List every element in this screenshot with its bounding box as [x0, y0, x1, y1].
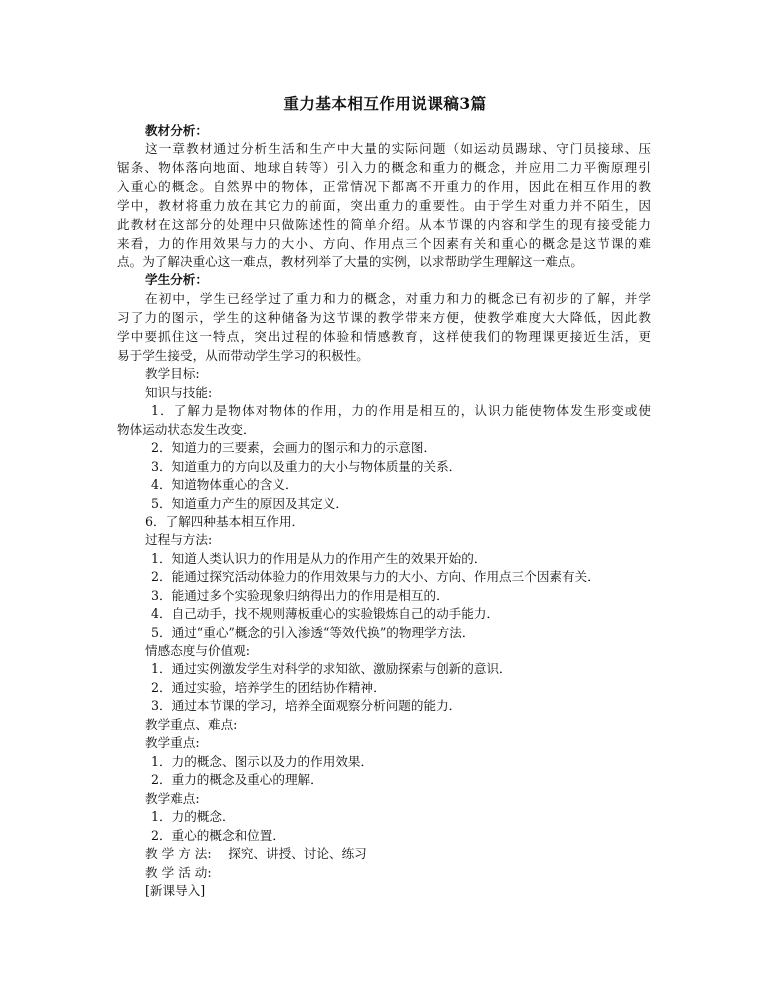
paragraph-line: 入重心的概念。自然界中的物体，正常情况下都离不开重力的作用，因此在相互作用的教	[117, 179, 651, 194]
subheading-teaching-focus: 教学重点:	[145, 735, 200, 750]
list-item: 1．力的概念．	[151, 809, 235, 824]
list-item: 2．通过实验，培养学生的团结协作精神．	[151, 680, 386, 695]
document-title: 重力基本相互作用说课稿3篇	[283, 94, 487, 113]
subheading-teaching-difficulty: 教学难点:	[145, 791, 200, 806]
paragraph-line: 此教材在这部分的处理中只做陈述性的简单介绍。从本节课的内容和学生的现有接受能力	[117, 217, 651, 232]
list-item: 3．通过本节课的学习，培养全面观察分析问题的能力．	[151, 698, 462, 713]
paragraph-line: 易于学生接受，从而带动学生学习的积极性。	[117, 348, 369, 363]
subheading-process-methods: 过程与方法:	[145, 532, 213, 547]
paragraph-line: 习了力的图示，学生的这种储备为这节课的教学带来方便，使教学难度大大降低，因此教	[117, 310, 651, 325]
list-item: 4．知道物体重心的含义．	[151, 477, 298, 492]
new-lesson-intro: [新课导入]	[145, 883, 206, 898]
teaching-activities-line: 教 学 活 动:	[145, 865, 212, 880]
paragraph-line: 学中要抓住这一特点，突出过程的体验和情感教育，这样使我们的物理课更接近生活，更	[117, 329, 651, 344]
teaching-methods-line: 教 学 方 法: 探究、讲授、讨论、练习	[145, 846, 367, 861]
subheading-attitude-values: 情感态度与价值观:	[145, 643, 250, 658]
list-item: 3．能通过多个实验现象归纳得出力的作用是相互的．	[151, 588, 449, 603]
paragraph-line: 这一章教材通过分析生活和生产中大量的实际问题（如运动员踢球、守门员接球、压	[145, 141, 651, 156]
paragraph-line: 在初中，学生已经学过了重力和力的概念，对重力和力的概念已有初步的了解，并学	[145, 291, 651, 306]
paragraph-line: 来看，力的作用效果与力的大小、方向、作用点三个因素有关和重心的概念是这节课的难	[117, 236, 651, 251]
section-heading-student-analysis: 学生分析：	[145, 272, 208, 287]
list-item: 6．了解四种基本相互作用．	[145, 514, 305, 529]
list-item: 3．知道重力的方向以及重力的大小与物体质量的关系．	[151, 459, 462, 474]
list-item: 1．了解力是物体对物体的作用，力的作用是相互的，认识力能使物体发生形变或使	[151, 403, 651, 418]
list-item: 5．知道重力产生的原因及其定义．	[151, 496, 348, 511]
list-item: 1．知道人类认识力的作用是从力的作用产生的效果开始的．	[151, 551, 487, 566]
list-item: 5．通过“重心”概念的引入渗透“等效代换”的物理学方法．	[151, 625, 475, 640]
paragraph-line: 锯条、物体落向地面、地球自转等）引入力的概念和重力的概念，并应用二力平衡原理引	[117, 160, 651, 175]
heading-key-points: 教学重点、难点:	[145, 717, 238, 732]
heading-teaching-goals: 教学目标:	[145, 366, 200, 381]
list-item-continuation: 物体运动状态发生改变．	[117, 422, 256, 437]
list-item: 4．自己动手，找不规则薄板重心的实验锻炼自己的动手能力．	[151, 606, 500, 621]
section-heading-material-analysis: 教材分析：	[145, 123, 208, 138]
list-item: 1．力的概念、图示以及力的作用效果．	[151, 754, 374, 769]
paragraph-line: 点。为了解决重心这一难点，教材列举了大量的实例，以求帮助学生理解这一难点。	[117, 254, 583, 269]
subheading-knowledge-skills: 知识与技能:	[145, 385, 213, 400]
list-item: 2．知道力的三要素，会画力的图示和力的示意图．	[151, 440, 437, 455]
list-item: 2．能通过探究活动体验力的作用效果与力的大小、方向、作用点三个因素有关．	[151, 569, 600, 584]
list-item: 2．重力的概念及重心的理解．	[151, 772, 323, 787]
paragraph-line: 学中，教材将重力放在其它力的前面，突出重力的重要性。由于学生对重力并不陌生，因	[117, 198, 651, 213]
list-item: 2．重心的概念和位置．	[151, 828, 285, 843]
list-item: 1．通过实例激发学生对科学的求知欲、激励探索与创新的意识．	[151, 661, 512, 676]
